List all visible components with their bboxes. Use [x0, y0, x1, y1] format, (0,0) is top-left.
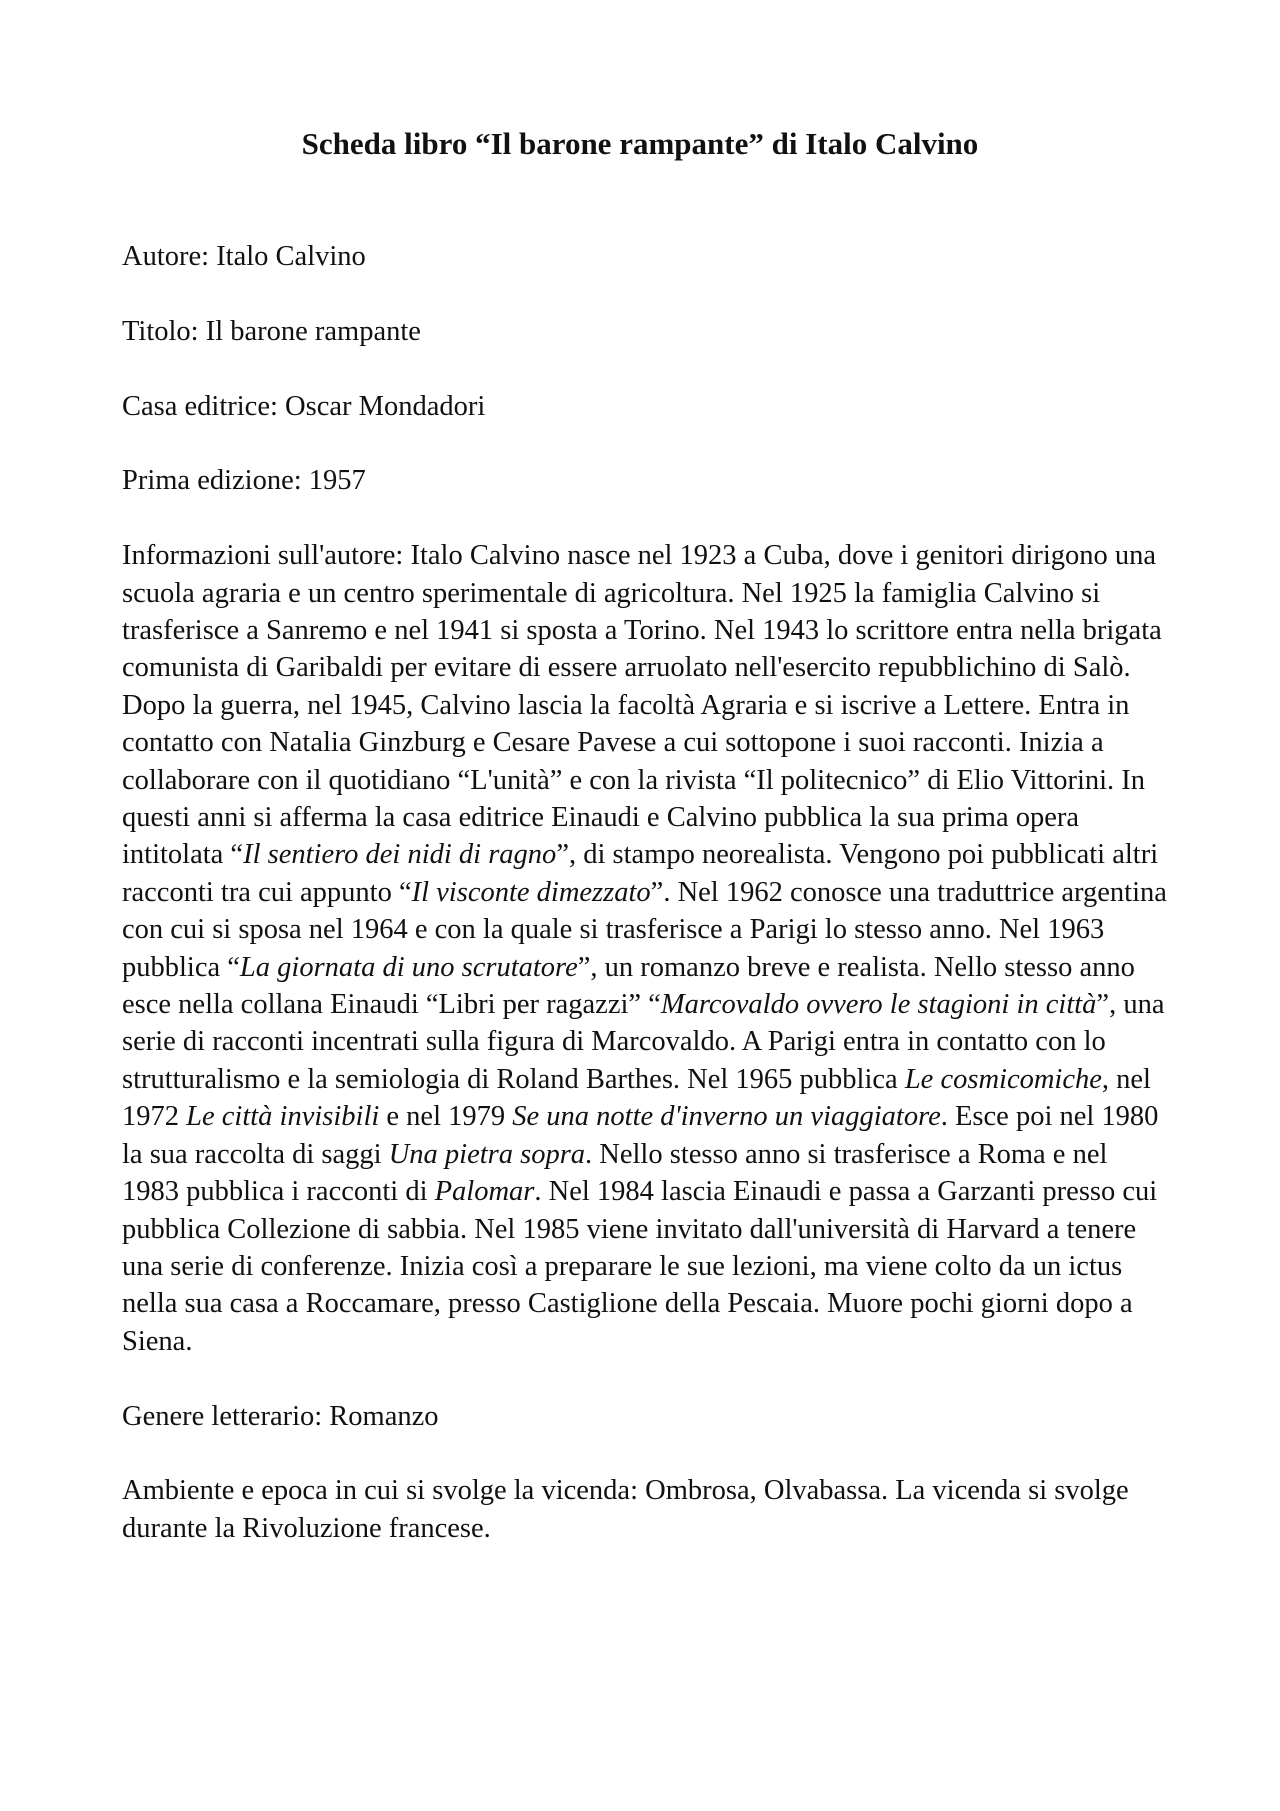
field-value: Ombrosa, Olvabassa. La vicenda si svolge durante la Rivoluzione francese.	[122, 1475, 1129, 1544]
field-titolo	[122, 313, 1168, 350]
field-value: 1957	[308, 465, 366, 497]
field-label: Autore:	[122, 241, 210, 272]
document-body	[122, 238, 1168, 1585]
bio-text: e nel 1979	[379, 1101, 513, 1133]
field-label: Prima edizione:	[122, 465, 302, 497]
work-title: Palomar	[434, 1176, 535, 1208]
bio-text: . Nello stesso anno si trasferisce a Roma e nel 1983 pubblica i racconti di	[122, 1138, 1108, 1208]
work-title: Se una notte d'inverno un viaggiatore	[512, 1101, 941, 1133]
field-value: Il barone rampante	[205, 315, 421, 347]
work-title: Una pietra sopra	[388, 1138, 586, 1170]
work-title: Marcovaldo ovvero le stagioni in città	[660, 989, 1097, 1021]
field-casa-editrice	[122, 388, 1168, 425]
field-label: Titolo:	[122, 315, 199, 347]
bio-text: ”, una serie di racconti incentrati sulla figura di Marcovaldo. A Parigi entra in contatto con lo strutturalismo e la semiologia di Roland Barthes. Nel 1965 pubblica	[122, 989, 1165, 1095]
bio-text: Italo Calvino nasce nel 1923 a Cuba, dove i genitori dirigono una scuola agraria e un centro sperimentale di agricoltura. Nel 1925 la famiglia Calvino si trasferisce a Sanremo e nel 1941 si sposta a Torino. Nel 1943 lo scrittore entra nella brigata comunista di Garibaldi per evitare di essere arruolato nell'esercito repubblichino di Salò. Dopo la guerra, nel 1945, Calvino lascia la facoltà Agraria e si iscrive a Lettere. Entra in contatto con Natalia Ginzburg e Cesare Pavese a cui sottopone i suoi racconti. Inizia a collaborare con il quotidiano “L'unità” e con la rivista “Il politecnico” di Elio Vittorini. In questi anni si afferma la casa editrice Einaudi e Calvino pubblica la sua prima opera intitolata “	[122, 540, 1162, 871]
bio-text: . Nel 1984 lascia Einaudi e passa a Garzanti presso cui pubblica Collezione di sabbia. Nel 1985 viene invitato dall'università di Harvard a tenere una serie di conferenze. Inizia così a preparare le sue lezioni, ma viene colto da un ictus nella sua casa a Roccamare, presso Castiglione della Pescaia. Muore pochi giorni dopo a Siena.	[122, 1176, 1158, 1357]
field-autore	[122, 238, 1168, 275]
bio-text: . Esce poi nel 1980 la sua raccolta di saggi	[122, 1101, 1159, 1170]
field-label: Casa editrice:	[122, 390, 278, 422]
field-ambiente	[122, 1472, 1168, 1547]
field-label: Genere letterario:	[122, 1400, 323, 1432]
work-title: Il sentiero dei nidi di ragno	[243, 839, 557, 871]
field-value: Romanzo	[329, 1400, 439, 1432]
bio-text: ”, di stampo neorealista. Vengono poi pubblicati altri racconti tra cui appunto “	[122, 839, 1159, 908]
field-value: Oscar Mondadori	[285, 390, 486, 422]
work-title: Il visconte dimezzato	[411, 876, 651, 908]
document-title: Scheda libro “Il barone rampante” di Italo Calvino	[301, 126, 979, 161]
field-label: Ambiente e epoca in cui si svolge la vicenda:	[122, 1475, 638, 1507]
field-prima-edizione	[122, 462, 1168, 499]
work-title: La giornata di uno scrutatore	[239, 951, 578, 983]
field-genere	[122, 1398, 1168, 1435]
bio-text: ”, un romanzo breve e realista. Nello stesso anno esce nella collana Einaudi “Libri per ragazzi” “	[122, 951, 1135, 1021]
bio-label: Informazioni sull'autore:	[122, 540, 404, 572]
bio-text: , nel 1972	[122, 1063, 1151, 1133]
bio-text: ”. Nel 1962 conosce una traduttrice argentina con cui si sposa nel 1964 e con la quale si trasferisce a Parigi lo stesso anno. Nel 1963 pubblica “	[122, 876, 1167, 983]
work-title: Le cosmicomiche	[904, 1063, 1102, 1095]
field-value: Italo Calvino	[216, 241, 366, 272]
author-biography	[122, 537, 1168, 1360]
work-title: Le città invisibili	[186, 1101, 380, 1133]
